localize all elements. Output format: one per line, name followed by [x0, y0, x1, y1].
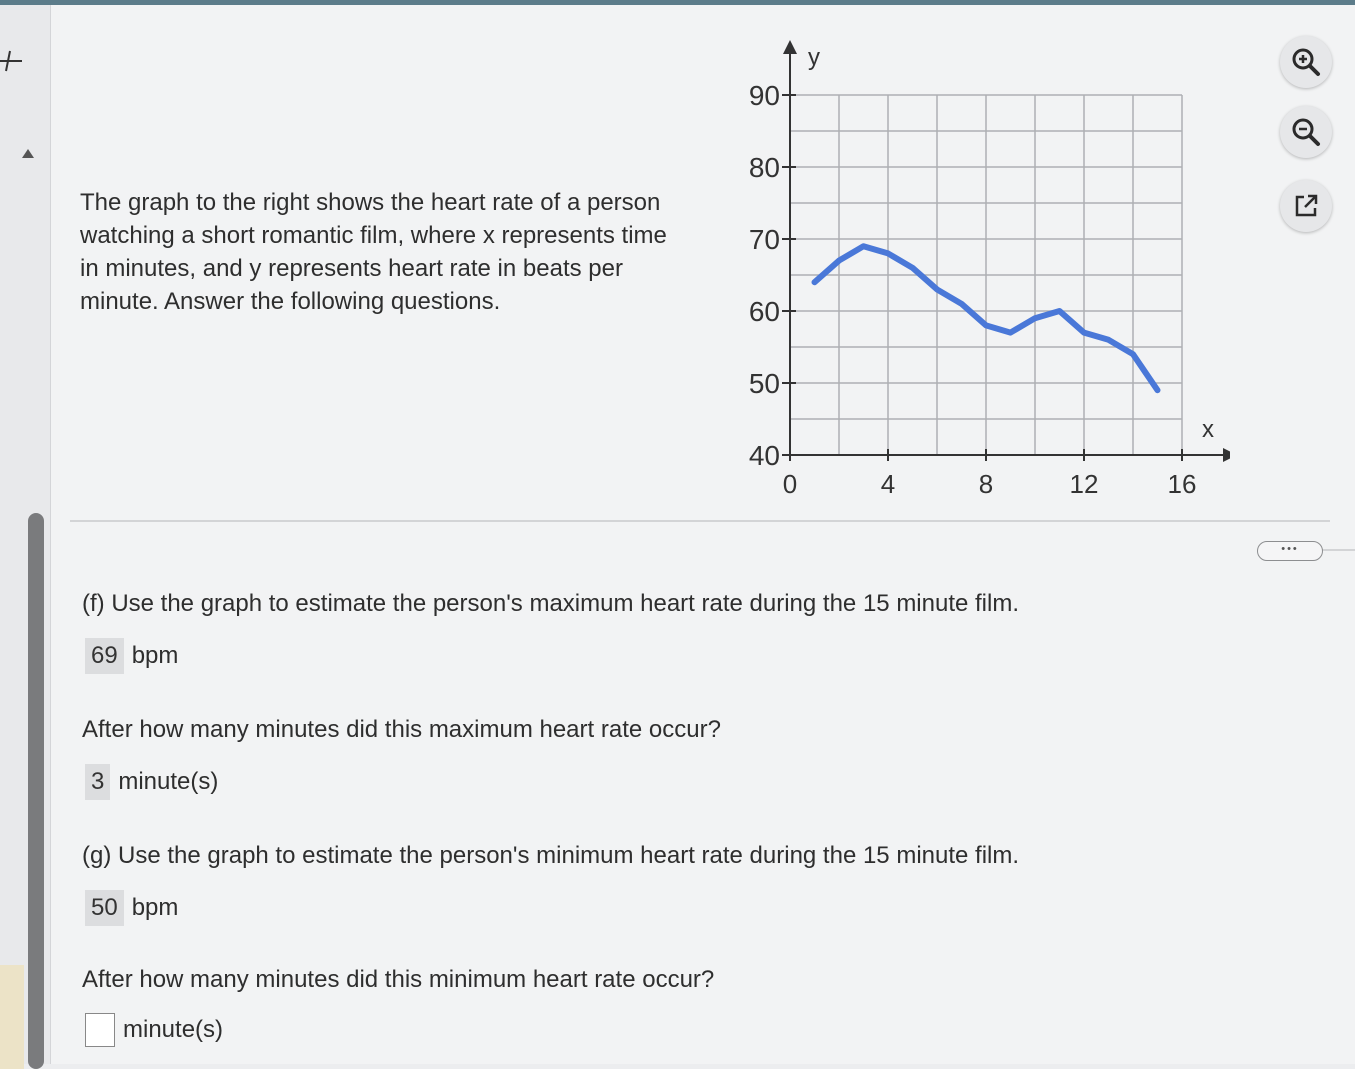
- data-point: [1057, 309, 1062, 314]
- scrollbar[interactable]: [28, 513, 44, 1069]
- answer-unit: minute(s): [118, 768, 219, 795]
- answer-row-f-time: [85, 762, 218, 802]
- answer-row-g-time: [85, 1010, 223, 1050]
- y-tick-label: 70: [748, 224, 780, 255]
- chart-ticks: [749, 80, 1197, 499]
- y-tick-label: 60: [748, 296, 780, 327]
- y-tick-label: 90: [748, 80, 780, 111]
- x-tick-label: 8: [978, 469, 994, 499]
- y-axis-arrow: [783, 40, 797, 54]
- data-point: [886, 251, 891, 256]
- x-tick-label: 0: [782, 469, 798, 499]
- question-f-max-rate: (f) Use the graph to estimate the person's maximum heart rate during the 15 minute film.: [82, 590, 1020, 617]
- data-point: [837, 258, 842, 263]
- zoom-out-button[interactable]: [1280, 106, 1332, 158]
- data-point: [1082, 330, 1087, 335]
- y-tick-label: 50: [748, 368, 780, 399]
- x-tick-label: 12: [1069, 469, 1099, 499]
- data-point: [1106, 337, 1111, 342]
- answer-input-empty[interactable]: [85, 1013, 115, 1047]
- left-sidebar: [0, 5, 51, 1064]
- data-point: [1155, 388, 1160, 393]
- answer-unit: minute(s): [123, 1016, 224, 1043]
- x-tick-label: 4: [880, 469, 896, 499]
- collapse-sidebar-icon[interactable]: [0, 47, 26, 75]
- chart-grid: [790, 95, 1182, 455]
- zoom-in-icon: [1291, 47, 1321, 77]
- y-tick-label: 40: [748, 440, 780, 471]
- question-g-min-rate: (g) Use the graph to estimate the person's minimum heart rate during the 15 minute film.: [82, 842, 1020, 869]
- external-link-icon: [1292, 192, 1320, 220]
- data-point: [1033, 316, 1038, 321]
- x-tick-label: 16: [1167, 469, 1197, 499]
- data-point: [959, 301, 964, 306]
- zoom-out-icon: [1291, 117, 1321, 147]
- heart-rate-chart: [720, 30, 1230, 520]
- data-point: [910, 265, 915, 270]
- answer-row-g-rate: [85, 888, 178, 928]
- y-tick-label: 80: [748, 152, 780, 183]
- data-point: [861, 244, 866, 249]
- problem-description: The graph to the right shows the heart rate of a person watching a short romantic film, where x represents time in minutes, and y represents heart rate in beats per minute. Answer the following questions.: [80, 189, 667, 315]
- scroll-up-icon[interactable]: [22, 149, 34, 158]
- answer-box[interactable]: 50: [85, 890, 124, 926]
- section-divider-right: [1320, 549, 1355, 551]
- answer-unit: bpm: [131, 642, 179, 669]
- answer-box[interactable]: 69: [85, 638, 124, 674]
- data-point: [1131, 352, 1136, 357]
- question-g-min-time: After how many minutes did this minimum heart rate occur?: [82, 966, 715, 993]
- data-point: [1008, 330, 1013, 335]
- sidebar-highlight: [0, 965, 24, 1069]
- answer-box[interactable]: 3: [85, 764, 110, 800]
- answer-row-f-rate: [85, 636, 178, 676]
- x-axis-label: x: [1202, 416, 1214, 443]
- data-point: [812, 280, 817, 285]
- question-f-max-time: After how many minutes did this maximum heart rate occur?: [82, 716, 721, 743]
- section-divider: [70, 520, 1330, 522]
- more-options-button[interactable]: •••: [1257, 541, 1323, 561]
- data-point: [984, 323, 989, 328]
- x-axis-arrow: [1223, 448, 1230, 462]
- y-axis-label: y: [808, 44, 820, 71]
- data-point: [935, 287, 940, 292]
- open-new-window-button[interactable]: [1280, 180, 1332, 232]
- answer-unit: bpm: [131, 894, 179, 921]
- scrollbar-thumb[interactable]: [28, 513, 44, 1069]
- zoom-in-button[interactable]: [1280, 36, 1332, 88]
